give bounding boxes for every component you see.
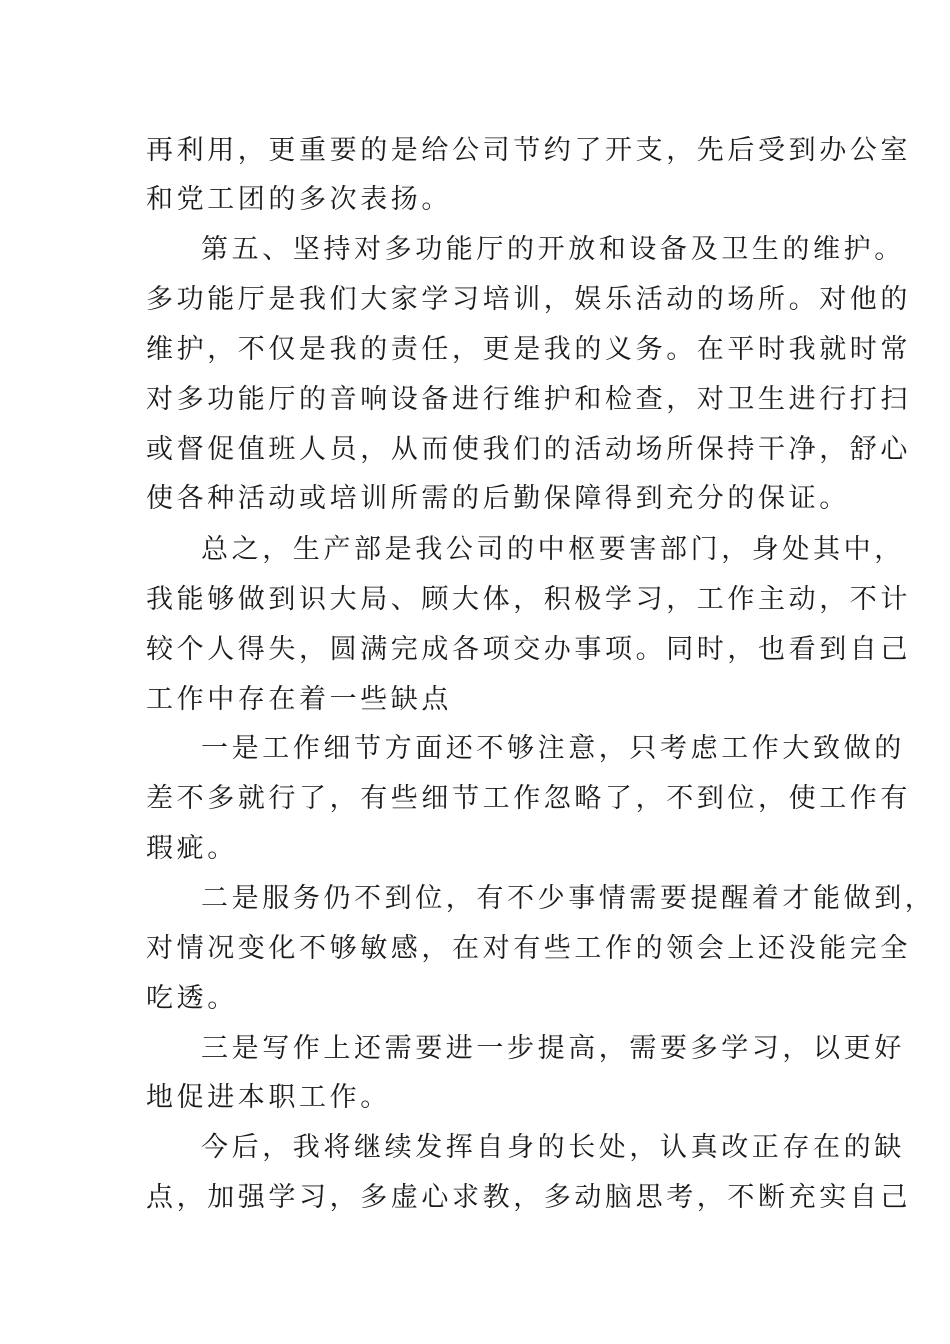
text-line: 二是服务仍不到位，有不少事情需要提醒着才能做到，: [201, 883, 936, 914]
text-line: 对多功能厅的音响设备进行维护和检查，对卫生进行打扫: [146, 384, 911, 415]
text-line: 第五、坚持对多功能厅的开放和设备及卫生的维护。: [201, 234, 905, 265]
text-line: 工作中存在着一些缺点: [146, 684, 452, 715]
text-line: 一是工作细节方面还不够注意，只考虑工作大致做的: [201, 733, 905, 764]
text-line: 对情况变化不够敏感，在对有些工作的领会上还没能完全: [146, 933, 911, 964]
text-line: 差不多就行了，有些细节工作忽略了，不到位，使工作有: [146, 783, 911, 814]
text-line: 使各种活动或培训所需的后勤保障得到充分的保证。: [146, 483, 850, 514]
text-line: 再利用，更重要的是给公司节约了开支，先后受到办公室: [146, 135, 911, 166]
text-line: 瑕疵。: [146, 833, 238, 864]
text-line: 点，加强学习，多虚心求教，多动脑思考，不断充实自己: [146, 1182, 911, 1213]
text-line: 我能够做到识大局、顾大体，积极学习，工作主动，不计: [146, 584, 911, 615]
text-line: 总之，生产部是我公司的中枢要害部门，身处其中，: [201, 534, 905, 565]
text-line: 多功能厅是我们大家学习培训，娱乐活动的场所。对他的: [146, 284, 911, 315]
text-line: 较个人得失，圆满完成各项交办事项。同时，也看到自己: [146, 634, 911, 665]
text-line: 维护，不仅是我的责任，更是我的义务。在平时我就时常: [146, 334, 911, 365]
text-line: 地促进本职工作。: [146, 1082, 391, 1113]
text-line: 今后，我将继续发挥自身的长处，认真改正存在的缺: [201, 1132, 905, 1163]
text-line: 或督促值班人员，从而使我们的活动场所保持干净，舒心: [146, 434, 911, 465]
text-line: 吃透。: [146, 983, 238, 1014]
text-line: 三是写作上还需要进一步提高，需要多学习，以更好: [201, 1033, 905, 1064]
text-line: 和党工团的多次表扬。: [146, 184, 452, 215]
